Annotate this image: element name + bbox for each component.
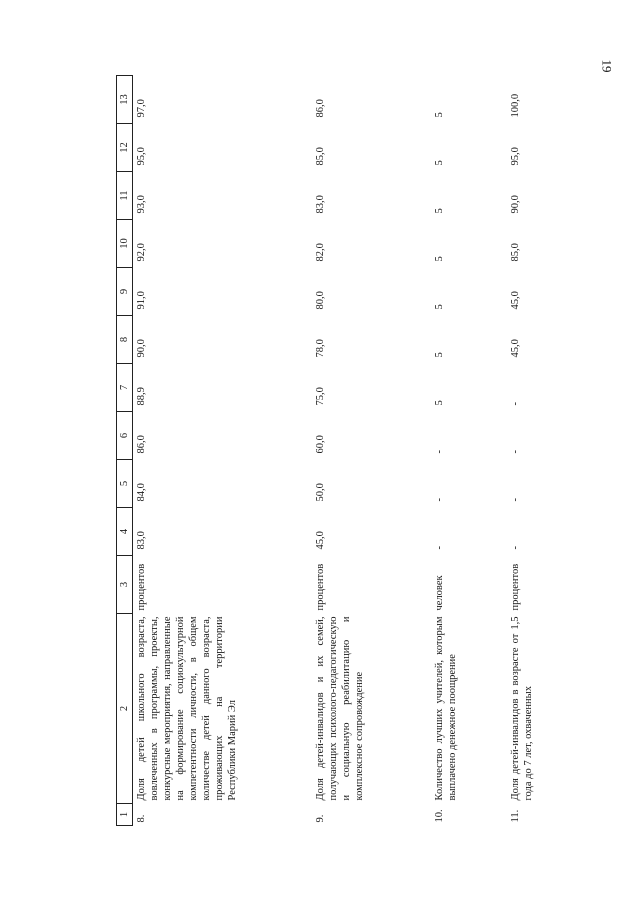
- header-cell: 8: [117, 316, 133, 364]
- value-cell: 91,0: [136, 291, 147, 310]
- row-number: 9.: [315, 814, 326, 823]
- indicators-table: [116, 75, 566, 826]
- header-cell: 12: [117, 124, 133, 172]
- value-cell: 50,0: [315, 483, 326, 502]
- value-cell: 97,0: [136, 99, 147, 118]
- value-cell: 84,0: [136, 483, 147, 502]
- value-cell: 5: [434, 352, 445, 358]
- indicator-description: Количество лучших учителей, которым выплачено денежное поощрение: [434, 616, 458, 801]
- value-cell: 95,0: [510, 147, 521, 166]
- header-row: [117, 76, 133, 826]
- value-cell: 75,0: [315, 387, 326, 406]
- table-row: [431, 76, 507, 826]
- value-cell: 5: [434, 256, 445, 262]
- value-cell: -: [510, 450, 521, 454]
- indicator-description: Доля детей-инвалидов в возрасте от 1,5 года до 7 лет, охваченных: [510, 616, 534, 801]
- value-cell: 5: [434, 304, 445, 310]
- rotated-table-container: [116, 76, 539, 826]
- value-cell: 83,0: [315, 195, 326, 214]
- header-cell: 7: [117, 364, 133, 412]
- unit-cell: человек: [434, 575, 445, 611]
- value-cell: 45,0: [315, 531, 326, 550]
- value-cell: 78,0: [315, 339, 326, 358]
- value-cell: 93,0: [136, 195, 147, 214]
- table-row: [133, 76, 313, 826]
- value-cell: 86,0: [136, 435, 147, 454]
- row-number: 10.: [434, 809, 445, 823]
- value-cell: 80,0: [315, 291, 326, 310]
- value-cell: 86,0: [315, 99, 326, 118]
- value-cell: 60,0: [315, 435, 326, 454]
- value-cell: 82,0: [315, 243, 326, 262]
- value-cell: 100,0: [510, 93, 521, 118]
- value-cell: -: [434, 450, 445, 454]
- header-cell: 13: [117, 76, 133, 124]
- value-cell: -: [434, 498, 445, 502]
- table-row: [312, 76, 431, 826]
- value-cell: 95,0: [136, 147, 147, 166]
- page-number: 19: [599, 59, 615, 73]
- header-cell: 1: [117, 804, 133, 826]
- value-cell: 5: [434, 208, 445, 214]
- header-cell: 6: [117, 412, 133, 460]
- indicator-description: Доля детей-инвалидов и их семей, получающих психолого-педагогическую и социальную реабилитацию и комплексное сопровождение: [315, 616, 365, 801]
- value-cell: 92,0: [136, 243, 147, 262]
- value-cell: 45,0: [510, 291, 521, 310]
- value-cell: 45,0: [510, 339, 521, 358]
- header-cell: 3: [117, 556, 133, 614]
- table-row: [507, 76, 566, 826]
- value-cell: 90,0: [510, 195, 521, 214]
- indicator-description: Доля детей школьного возраста, вовлеченных в программы, проекты, конкурсные мероприятия, направленные на формирование социокультурной компетентности личности, в общем количестве детей данного возраста, проживающих на территории Республики Марий Эл: [136, 616, 238, 801]
- header-cell: 9: [117, 268, 133, 316]
- value-cell: 85,0: [315, 147, 326, 166]
- header-cell: 5: [117, 460, 133, 508]
- unit-cell: процентов: [315, 563, 326, 611]
- value-cell: 90,0: [136, 339, 147, 358]
- header-cell: 11: [117, 172, 133, 220]
- value-cell: 5: [434, 112, 445, 118]
- header-cell: 10: [117, 220, 133, 268]
- value-cell: -: [510, 498, 521, 502]
- value-cell: 88,9: [136, 387, 147, 406]
- value-cell: 83,0: [136, 531, 147, 550]
- header-cell: 2: [117, 614, 133, 804]
- value-cell: 5: [434, 160, 445, 166]
- value-cell: -: [510, 402, 521, 406]
- value-cell: 85,0: [510, 243, 521, 262]
- row-number: 11.: [510, 809, 521, 823]
- unit-cell: процентов: [510, 563, 521, 611]
- value-cell: -: [510, 546, 521, 550]
- header-cell: 4: [117, 508, 133, 556]
- unit-cell: процентов: [136, 563, 147, 611]
- value-cell: -: [434, 546, 445, 550]
- row-number: 8.: [136, 814, 147, 823]
- value-cell: 5: [434, 400, 445, 406]
